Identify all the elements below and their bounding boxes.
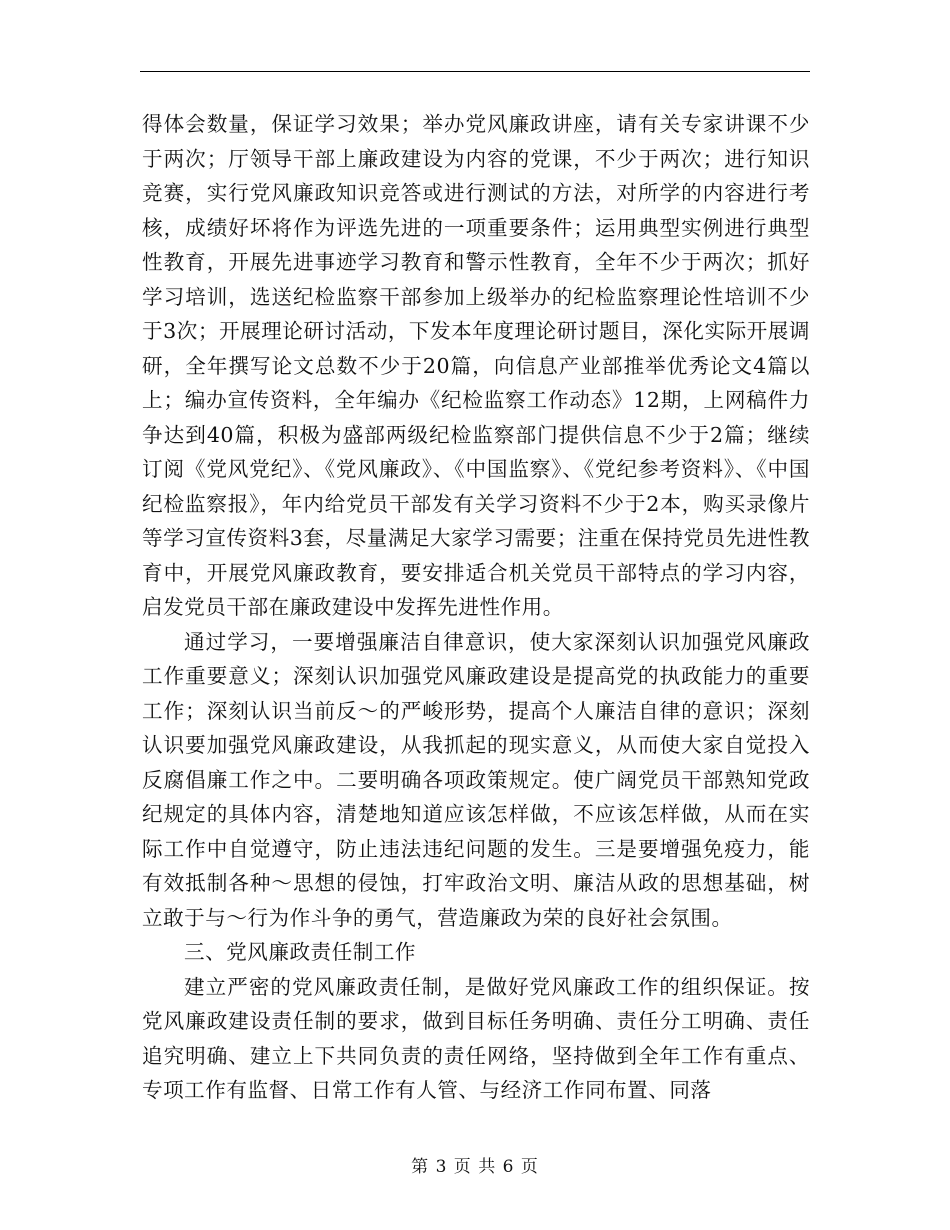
paragraph-2: 通过学习，一要增强廉洁自律意识，使大家深刻认识加强党风廉政工作重要意义；深刻认识加强党风廉政建设是提高党的执政能力的重要工作；深刻认识当前反～的严峻形势，提高个人廉洁自律的意识；深刻认识要加强党风廉政建设，从我抓起的现实意义，从而使大家自觉投入反腐倡廉工作之中。二要明确各项政策规定。使广阔党员干部熟知党政纪规定的具体内容，清楚地知道应该怎样做，不应该怎样做，从而在实际工作中自觉遵守，防止违法违纪问题的发生。三是要增强免疫力，能有效抵制各种～思想的侵蚀，打牢政治文明、廉洁从政的思想基础，树立敢于与～行为作斗争的勇气，营造廉政为荣的良好社会氛围。 (142, 629, 810, 930)
page-footer: 第 3 页 共 6 页 (411, 1157, 539, 1177)
section-heading: 三、党风廉政责任制工作 (184, 940, 417, 964)
header-rule (140, 71, 810, 72)
paragraph-1: 得体会数量，保证学习效果；举办党风廉政讲座，请有关专家讲课不少于两次；厅领导干部上廉政建设为内容的党课，不少于两次；进行知识竞赛，实行党风廉政知识竞答或进行测试的方法，对所学的内容进行考核，成绩好坏将作为评选先进的一项重要条件；运用典型实例进行典型性教育，开展先进事迹学习教育和警示性教育，全年不少于两次；抓好学习培训，选送纪检监察干部参加上级举办的纪检监察理论性培训不少于3次；开展理论研讨活动，下发本年度理论研讨题目，深化实际开展调研，全年撰写论文总数不少于20篇，向信息产业部推举优秀论文4篇以上；编办宣传资料，全年编办《纪检监察工作动态》12期，上网稿件力争达到40篇，积极为盛部两级纪检监察部门提供信息不少于2篇；继续订阅《党风党纪》、《党风廉政》、《中国监察》、《党纪参考资料》、《中国纪检监察报》，年内给党员干部发有关学习资料不少于2本，购买录像片等学习宣传资料3套，尽量满足大家学习需要；注重在保持党员先进性教育中，开展党风廉政教育，要安排适合机关党员干部特点的学习内容，启发党员干部在廉政建设中发挥先进性作用。 (142, 112, 810, 619)
document-body (142, 107, 810, 1108)
paragraph-3: 建立严密的党风廉政责任制，是做好党风廉政工作的组织保证。按党风廉政建设责任制的要求，做到目标任务明确、责任分工明确、责任追究明确、建立上下共同负责的责任网络，坚持做到全年工作有重点、专项工作有监督、日常工作有人管、与经济工作同布置、同落 (142, 974, 810, 1102)
